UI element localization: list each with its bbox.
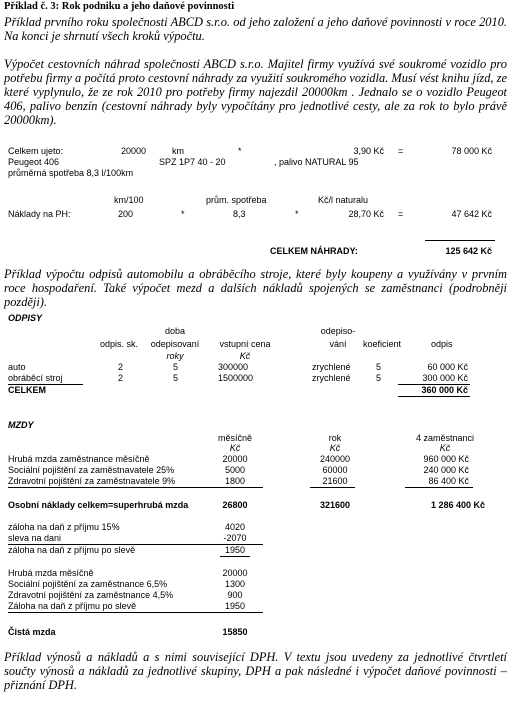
depr-row-years: 5 <box>173 373 179 383</box>
depr-row-years: 5 <box>173 362 179 372</box>
net-row-label: Sociální pojištění za zaměstnance 6,5% <box>8 579 168 589</box>
tax-value-underline <box>220 556 250 557</box>
depr-row-price: 300000 <box>218 362 249 372</box>
header-avg-consumption: prům. spotřeba <box>206 195 267 205</box>
travel-multiply-sign: * <box>238 146 242 156</box>
depr-row-name: obráběcí stroj <box>8 373 63 383</box>
depr-row-amount: 300 000 Kč <box>422 373 468 383</box>
net-row-value: 1950 <box>224 601 246 611</box>
travel-paragraph: Výpočet cestovních náhrad společnosti ABCD s.r.o. Majitel firmy využívá své soukromé vozidlo pro potřebu firmy a počítá proto cestovní náhrady za využití soukromého vozidla. Musí vést knihu jízd, ze které vyplynulo, že ze rok 2010 pro potřeby firmy najezdil 20000km . Jednalo se o vozidlo Peugeot 406, palivo benzín (cestovní náhrady byly vypočítány pro jednotlivé cesty, ale za rok to bylo právě 20000km). <box>4 57 507 127</box>
depr-header-coefficient: koeficient <box>363 339 402 349</box>
wages-rule-employees <box>405 487 473 488</box>
wages-row-label: Zdravotní pojištění za zaměstnavatele 9% <box>8 476 176 486</box>
depr-row-coefficient: 5 <box>376 373 382 383</box>
car-fuel: , palivo NATURAL 95 <box>274 157 359 167</box>
tax-row-value: 4020 <box>224 522 246 532</box>
net-rule <box>8 612 263 613</box>
depr-header-method-1: odepiso- <box>320 326 356 336</box>
depr-total-label: CELKEM <box>8 385 46 395</box>
depr-header-price-2: Kč <box>239 351 251 361</box>
depr-row-price: 1500000 <box>218 373 254 383</box>
wages-row-employees: 86 400 Kč <box>428 476 469 486</box>
wages-header-employees-2: Kč <box>439 443 451 453</box>
tax-row-value: 1950 <box>224 545 246 555</box>
wages-header-month-1: měsíčně <box>217 433 252 443</box>
depreciation-heading: ODPISY <box>8 313 43 323</box>
travel-grand-total-label: CELKEM NÁHRADY: <box>270 246 358 256</box>
depr-row-group: 2 <box>118 373 124 383</box>
wages-row-month: 20000 <box>222 454 248 464</box>
depr-total-underline <box>398 396 470 397</box>
travel-km-value: 20000 <box>120 146 146 156</box>
depr-total-value: 360 000 Kč <box>421 385 468 395</box>
header-km100: km/100 <box>114 195 144 205</box>
wages-total-month: 26800 <box>222 500 248 510</box>
wages-total-employees: 1 286 400 Kč <box>430 500 485 510</box>
wages-rule-year <box>310 487 355 488</box>
travel-total-rule <box>425 240 495 241</box>
depr-header-method-2: vání <box>329 339 347 349</box>
tax-row-value: -2070 <box>223 533 247 543</box>
depr-header-price-1: vstupní cena <box>219 339 271 349</box>
depr-row-coefficient: 5 <box>376 362 382 372</box>
fuel-multiply-sign-2: * <box>295 209 299 219</box>
document-title: Příklad č. 3: Rok podniku a jeho daňové povinnosti <box>4 1 235 12</box>
travel-equals-sign: = <box>398 146 404 156</box>
travel-km-total: 78 000 Kč <box>451 146 492 156</box>
depr-row-method: zrychlené <box>312 362 351 372</box>
wages-header-year-2: Kč <box>329 443 341 453</box>
wages-row-employees: 240 000 Kč <box>423 465 469 475</box>
wages-header-employees-1: 4 zaměstnanci <box>415 433 475 443</box>
vat-paragraph: Příklad výnosů a nákladů a s nimi související DPH. V textu jsou uvedeny za jednotlivé čtvrtletí součty výnosů a nákladů za jednotlivé skupiny, DPH a pak následné i výpočet daňové povinnosti – přiznání DPH. <box>4 650 507 692</box>
travel-grand-total-value: 125 642 Kč <box>445 246 492 256</box>
wages-header-month-2: Kč <box>229 443 241 453</box>
fuel-cost-total: 47 642 Kč <box>451 209 492 219</box>
net-row-label: Záloha na daň z příjmu po slevě <box>8 601 137 611</box>
depr-header-period-2: odepisovaní <box>150 339 200 349</box>
net-wage-value: 15850 <box>222 627 248 637</box>
wages-row-year: 21600 <box>322 476 348 486</box>
wages-heading: MZDY <box>8 420 34 430</box>
wages-row-month: 1800 <box>224 476 246 486</box>
depr-header-amount: odpis <box>431 339 453 349</box>
depr-row-group: 2 <box>118 362 124 372</box>
car-consumption: průměrná spotřeba 8,3 l/100km <box>8 168 134 178</box>
net-wage-label: Čistá mzda <box>8 627 56 637</box>
car-model: Peugeot 406 <box>8 157 60 167</box>
travel-total-km-label: Celkem ujeto: <box>8 146 64 156</box>
depr-header-group: odpis. sk. <box>100 339 139 349</box>
travel-rate-value: 3,90 Kč <box>353 146 384 156</box>
net-row-value: 20000 <box>222 568 248 578</box>
depr-header-period-3: roky <box>166 351 184 361</box>
wages-row-year: 240000 <box>319 454 351 464</box>
depr-header-period-1: doba <box>164 326 186 336</box>
fuel-avg-value: 8,3 <box>233 209 246 219</box>
wages-row-employees: 960 000 Kč <box>423 454 469 464</box>
wages-total-label: Osobní náklady celkem=superhrubá mzda <box>8 500 189 510</box>
depr-row-amount: 60 000 Kč <box>427 362 468 372</box>
wages-row-label: Hrubá mzda zaměstnance měsíčně <box>8 454 150 464</box>
fuel-km100-value: 200 <box>118 209 134 219</box>
depr-row-name: auto <box>8 362 26 372</box>
tax-row-label: sleva na dani <box>8 533 62 543</box>
fuel-multiply-sign-1: * <box>181 209 185 219</box>
depreciation-paragraph: Příklad výpočtu odpisů automobilu a obráběcího stroje, které byly koupeny a využívány v prvním roce hospodaření. Také výpočet mezd a dalších nákladů spojených se zaměstnanci (podrobněji později). <box>4 267 507 309</box>
tax-row-label: záloha na daň z příjmu po slevě <box>8 545 136 555</box>
car-registration: SPZ 1P7 40 - 20 <box>159 157 226 167</box>
wages-rule-left <box>8 487 263 488</box>
net-row-label: Zdravotní pojištění za zaměstnance 4,5% <box>8 590 174 600</box>
net-row-label: Hrubá mzda měsíčně <box>8 568 94 578</box>
intro-paragraph: Příklad prvního roku společnosti ABCD s.r.o. od jeho založení a jeho daňové povinnosti v roce 2010. Na konci je shrnutí všech kroků výpočtu. <box>4 15 507 43</box>
tax-row-label: záloha na daň z příjmu 15% <box>8 522 120 532</box>
wages-row-label: Sociální pojištění za zaměstnavatele 25% <box>8 465 175 475</box>
wages-row-year: 60000 <box>322 465 348 475</box>
fuel-cost-label: Náklady na PH: <box>8 209 71 219</box>
net-row-value: 900 <box>227 590 243 600</box>
header-fuel-price: Kč/l naturalu <box>318 195 369 205</box>
wages-total-year: 321600 <box>319 500 351 510</box>
fuel-equals-sign: = <box>398 209 404 219</box>
net-row-value: 1300 <box>224 579 246 589</box>
wages-row-month: 5000 <box>224 465 246 475</box>
depr-row-method: zrychlené <box>312 373 351 383</box>
wages-header-year-1: rok <box>328 433 342 443</box>
travel-km-unit: km <box>172 146 184 156</box>
fuel-price-value: 28,70 Kč <box>348 209 384 219</box>
